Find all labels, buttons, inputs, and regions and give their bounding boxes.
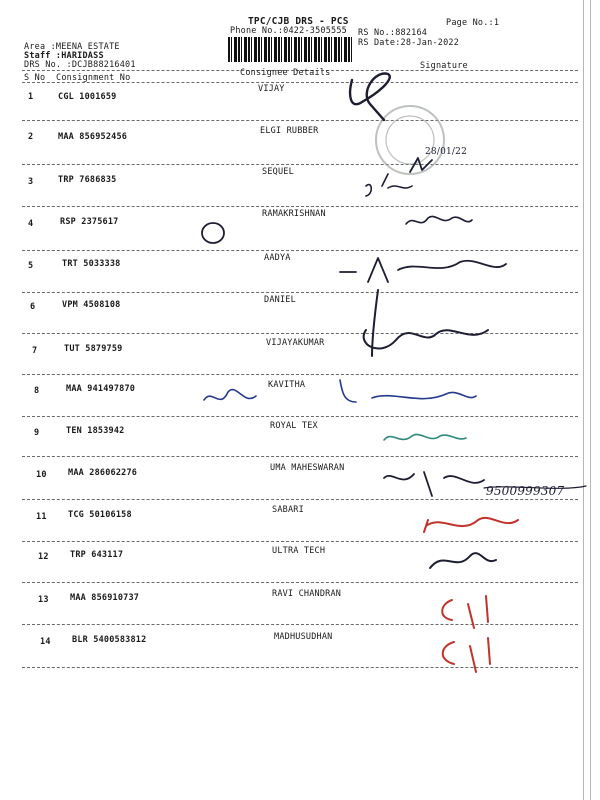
row-consignee: KAVITHA (268, 380, 306, 390)
row-consignee: SABARI (272, 505, 304, 515)
row-sno: 5 (28, 261, 34, 271)
row-consignee: SEQUEL (262, 167, 294, 177)
row-consignee: ELGI RUBBER (260, 126, 319, 136)
row-sno: 9 (34, 428, 40, 438)
row-consignee: ROYAL TEX (270, 421, 318, 431)
row-sno: 2 (28, 132, 34, 142)
row-consignment: TUT 5879759 (64, 344, 123, 354)
column-signature: Signature (420, 61, 468, 71)
drs-number: DRS No. :DCJB88216401 (24, 60, 136, 70)
row-sno: 14 (40, 637, 51, 647)
row-sno: 13 (38, 595, 49, 605)
row-consignee: UMA MAHESWARAN (270, 463, 345, 473)
column-s-no: S No (24, 73, 46, 83)
row-sno: 8 (34, 386, 40, 396)
row-sno: 3 (28, 177, 34, 187)
row-sno: 4 (28, 219, 34, 229)
row-sno: 10 (36, 470, 47, 480)
page-number: Page No.:1 (446, 18, 500, 28)
row-sno: 1 (28, 92, 34, 102)
row-consignee: MADHUSUDHAN (274, 632, 333, 642)
row-consignment: RSP 2375617 (60, 217, 119, 227)
row-consignee: VIJAYAKUMAR (266, 338, 325, 348)
row-sno: 11 (36, 512, 47, 522)
row-consignment: MAA 856952456 (58, 132, 128, 142)
row-consignee: VIJAY (258, 84, 285, 94)
stamp-date: 28/01/22 (425, 147, 468, 157)
staff-label: Staff :HARIDASS (24, 51, 104, 61)
row-consignee: RAMAKRISHNAN (262, 209, 326, 219)
row-consignment: TRP 643117 (70, 550, 124, 560)
phone-number: Phone No.:0422-3505555 (230, 26, 347, 36)
row-consignee: RAVI CHANDRAN (272, 589, 342, 599)
row-consignment: MAA 941497870 (66, 384, 136, 394)
rs-number: RS No.:882164 (358, 28, 428, 38)
row-consignee: AADYA (264, 253, 291, 263)
row-consignment: TRT 5033338 (62, 259, 121, 269)
row-consignment: VPM 4508108 (62, 300, 121, 310)
area-label: Area :MEENA ESTATE (24, 42, 120, 52)
company-stamp (376, 106, 444, 174)
row-consignee: DANIEL (264, 295, 296, 305)
row-sno: 6 (30, 302, 36, 312)
row-sno: 7 (32, 346, 38, 356)
row-consignee: ULTRA TECH (272, 546, 326, 556)
row-sno: 12 (38, 552, 49, 562)
row-consignment: MAA 286062276 (68, 468, 138, 478)
sheet-title: TPC/CJB DRS - PCS (248, 16, 349, 27)
column-consignment: Consignment No (56, 73, 131, 83)
row10-phone: 9500999307 (486, 484, 565, 498)
row-consignment: MAA 856910737 (70, 593, 140, 603)
row-consignment: TCG 50106158 (68, 510, 132, 520)
column-consignee: Consignee Details (240, 68, 331, 78)
rs-date: RS Date:28-Jan-2022 (358, 38, 460, 48)
row-consignment: TEN 1853942 (66, 426, 125, 436)
row-consignment: TRP 7686835 (58, 175, 117, 185)
row-consignment: CGL 1001659 (58, 92, 117, 102)
row-consignment: BLR 5400583812 (72, 635, 147, 645)
